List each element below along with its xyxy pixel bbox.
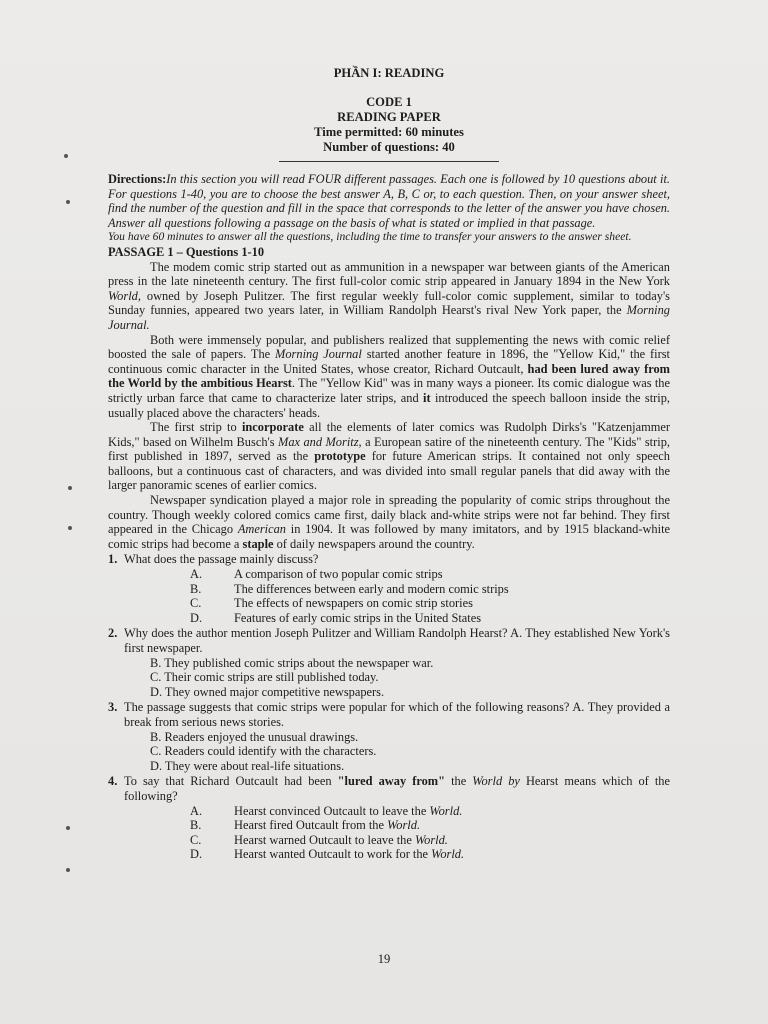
- text-run: Hearst warned Outcault to leave the: [234, 832, 415, 847]
- answer-option[interactable]: [108, 833, 670, 848]
- text-run-italic: Morning Journal.: [108, 303, 670, 332]
- text-run-bold: had been lured away from the World by the ambitious Hearst: [108, 361, 670, 391]
- paragraph: [108, 333, 670, 421]
- text-run: all the elements of later comics was Rudolph Dirks's "Katzenjammer Kids," based on Wilhelm Busch's: [108, 420, 670, 449]
- scan-mark: [66, 826, 70, 830]
- question-stem: The passage suggests that comic strips were popular for which of the following reasons? A. They provided a break from serious news stories.: [124, 700, 670, 729]
- paragraph: [108, 493, 670, 551]
- text-run: in 1904. It was followed by many imitators, and by 1915 blackand-white comic strips had become a: [108, 522, 671, 551]
- time-permitted: Time permitted: 60 minutes: [314, 125, 464, 139]
- option-text: A comparison of two popular comic strips: [234, 567, 443, 582]
- document-header: [108, 66, 670, 162]
- option-letter: D.: [190, 847, 203, 862]
- option-text: [234, 818, 420, 833]
- text-run: The first strip to: [150, 420, 242, 435]
- answer-option[interactable]: C. Readers could identify with the characters.: [150, 744, 377, 759]
- question-4: [108, 774, 670, 803]
- text-run-italic: Morning Journal: [275, 347, 362, 362]
- scan-mark: [68, 486, 72, 490]
- text-run-italic: World.: [431, 847, 465, 862]
- answer-option[interactable]: D. They owned major competitive newspapers.: [150, 684, 385, 699]
- option-text: [234, 833, 448, 848]
- section-title: PHẦN I: READING: [333, 66, 445, 80]
- question-3: [108, 700, 670, 729]
- question-number: 2.: [108, 626, 118, 641]
- question-1: [108, 552, 670, 567]
- answer-option[interactable]: [108, 567, 670, 582]
- text-run: started another feature in 1896, the "Yellow Kid," the first continuous comic character in the United States, whose creator, Richard Outcault,: [108, 347, 670, 376]
- answer-option[interactable]: [108, 596, 670, 611]
- text-run-bold: it: [423, 390, 431, 405]
- option-letter: A.: [190, 803, 203, 818]
- text-run-italic: World,: [108, 288, 141, 303]
- text-run: the: [445, 774, 473, 789]
- answer-option[interactable]: [108, 804, 670, 819]
- option-letter: D.: [190, 610, 203, 625]
- document-body: [108, 66, 670, 862]
- question-number: 4.: [108, 774, 118, 789]
- passage-title: PASSAGE 1 – Questions 1-10: [108, 244, 265, 259]
- question-stem: Why does the author mention Joseph Pulitzer and William Randolph Hearst? A. They established New York's first newspaper.: [124, 626, 670, 655]
- text-run-bold: "lured away from": [337, 774, 446, 789]
- directions: [108, 172, 670, 230]
- text-run: To say that Richard Outcault had been: [124, 774, 338, 789]
- option-text: [234, 804, 462, 819]
- text-run: . The "Yellow Kid" was in many ways a pioneer. Its comic dialogue was the strictly urban farce that came to characterize later strips, and: [108, 376, 670, 405]
- text-run: owned by Joseph Pulitzer. The first regular weekly full-color comic supplement, similar to today's Sunday funnies, appeared two years later, in William Randolph Hearst's rival New York paper, the: [108, 288, 670, 318]
- text-run-bold: staple: [242, 536, 274, 551]
- option-letter: C.: [190, 832, 202, 847]
- question-stem: [124, 774, 670, 803]
- scan-mark: [64, 154, 68, 158]
- time-note: You have 60 minutes to answer all the questions, including the time to transfer your answers to the answer sheet.: [108, 230, 632, 244]
- paragraph: [108, 260, 670, 333]
- option-text: Features of early comic strips in the United States: [234, 610, 482, 625]
- question-number: 3.: [108, 700, 118, 715]
- text-run: Newspaper syndication played a major role in spreading the popularity of comic strips throughout the country. Though weekly colored comics came first, daily black and-white strips were not far behind. They first appeared in the Chicago: [108, 493, 670, 537]
- directions-lead: Directions:: [108, 172, 167, 186]
- text-run: Both were immensely popular, and publishers realized that supplementing the news with comic relief boosted the sale of papers. The: [108, 332, 670, 362]
- answer-option[interactable]: [108, 847, 670, 862]
- answer-option[interactable]: B. They published comic strips about the newspaper war.: [150, 655, 434, 670]
- question-count: Number of questions: 40: [323, 140, 455, 154]
- answer-option[interactable]: D. They were about real-life situations.: [150, 758, 345, 773]
- text-run: Hearst convinced Outcault to leave the: [234, 803, 430, 818]
- option-text: The effects of newspapers on comic strip stories: [234, 596, 473, 611]
- scan-mark: [68, 526, 72, 530]
- option-text: The differences between early and modern comic strips: [234, 581, 509, 596]
- text-run: for future American strips. It contained not only speech balloons, but a continuous cast of characters, and was divided into small regular panels that did away with the larger panoramic scenes of earlier comics.: [108, 449, 670, 493]
- text-run: Hearst means which of the following?: [124, 774, 670, 803]
- text-run: Hearst fired Outcault from the: [234, 818, 388, 833]
- text-run-bold: prototype: [314, 449, 366, 464]
- text-run-italic: Max and Moritz,: [278, 434, 362, 449]
- text-run-bold: incorporate: [241, 420, 304, 435]
- directions-text: In this section you will read FOUR different passages. Each one is followed by 10 questions about it. For questions 1-40, you are to choose the best answer A, B, C or, to each question. Then, on your answer sheet, find the number of the question and fill in the space that corresponds to the letter of the answer you have chosen. Answer all questions following a passage on the basis of what is stated or implied in that passage.: [108, 172, 670, 230]
- text-run: a European satire of the nineteenth century. The "Kids" strip, first published in 1897, served as the: [108, 434, 670, 464]
- answer-option[interactable]: [108, 818, 670, 833]
- text-run-italic: World.: [429, 803, 463, 818]
- question-2: [108, 626, 670, 655]
- text-run: Hearst wanted Outcault to work for the: [234, 847, 432, 862]
- answer-option[interactable]: B. Readers enjoyed the unusual drawings.: [150, 729, 359, 744]
- paper-title: READING PAPER: [337, 110, 441, 124]
- text-run: introduced the speech balloon inside the strip, usually placed above the characters' heads.: [108, 390, 671, 420]
- text-run-italic: American: [237, 522, 286, 537]
- option-letter: B.: [190, 818, 202, 833]
- option-text: [234, 847, 464, 862]
- answer-option[interactable]: [108, 582, 670, 597]
- text-run: The modem comic strip started out as ammunition in a newspaper war between giants of the American press in the late nineteenth century. The first full-color comic strip appeared in January 1894 in the New York: [108, 259, 670, 289]
- header-divider: [279, 161, 499, 162]
- text-run: of daily newspapers around the country.: [273, 536, 475, 551]
- text-run-italic: World by: [472, 774, 520, 789]
- answer-option[interactable]: C. Their comic strips are still published today.: [150, 670, 379, 685]
- option-letter: A.: [190, 567, 203, 582]
- scan-mark: [66, 200, 70, 204]
- paragraph: [108, 420, 670, 493]
- option-letter: B.: [190, 581, 202, 596]
- scan-mark: [66, 868, 70, 872]
- question-stem: What does the passage mainly discuss?: [124, 552, 319, 567]
- text-run-italic: World.: [414, 832, 448, 847]
- question-number: 1.: [108, 552, 118, 567]
- code-label: CODE 1: [366, 95, 412, 109]
- page-number: 19: [377, 952, 391, 966]
- answer-option[interactable]: [108, 611, 670, 626]
- option-letter: C.: [190, 596, 202, 611]
- text-run-italic: World.: [387, 818, 421, 833]
